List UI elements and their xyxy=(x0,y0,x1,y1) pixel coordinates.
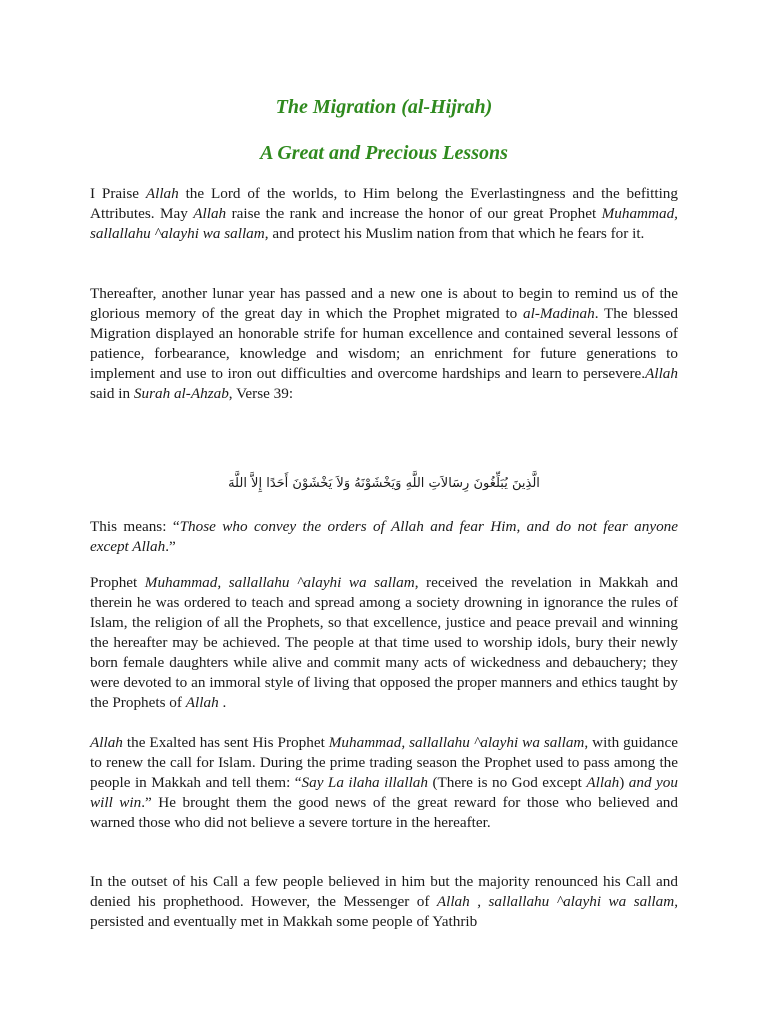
italic-run: Allah xyxy=(586,774,620,791)
paragraph-verse-meaning: This means: “Those who convey the orders of Allah and fear Him, and do not fear anyone except Allah.” xyxy=(90,518,678,555)
italic-run: Allah xyxy=(436,893,470,910)
paragraph-migration: Thereafter, another lunar year has passed and a new one is about to begin to remind us of the glorious memory of the great day in which the Prophet migrated to al-Madinah. The blessed Migration displayed an honorable strife for human excellence and contained several lessons of patience, forbearance, knowledge and wisdom; an enrichment for future generations to implement and use to iron out difficulties and overcome hardships and learn to persevere.Allah said in Surah al-Ahzab, Verse 39: xyxy=(90,285,678,402)
italic-run: Allah xyxy=(645,365,678,382)
paragraph-outset-of-call: In the outset of his Call a few people believed in him but the majority renounced his Call and denied his prophethood. However, the Messenger of Allah , sallallahu ^alayhi wa sallam, persisted and eventually met in Makkah some people of Yathrib xyxy=(90,873,678,930)
arabic-verse: الَّذِينَ يُبَلِّغُونَ رِسَالاَتِ اللَّهِ وَيَخْشَوْنَهُ وَلاَ يَخْشَوْنَ أَحَدًا إِلاَّ اللَّهَ xyxy=(228,476,540,491)
italic-run: Say La ilaha illallah xyxy=(301,774,428,791)
italic-run: Muhammad, sallallahu ^alayhi wa sallam xyxy=(90,205,678,242)
italic-run: Those who convey the orders of Allah and fear Him, and do not fear anyone except Allah xyxy=(90,518,678,555)
italic-run: and you will win xyxy=(90,774,678,811)
italic-run: Allah xyxy=(90,734,123,751)
paragraph-call-to-islam: Allah the Exalted has sent His Prophet Muhammad, sallallahu ^alayhi wa sallam, with guidance to renew the call for Islam. During the prime trading season the Prophet used to pass among the people in Makkah and tell them: “Say La ilaha illallah (There is no God except Allah) and you will win.” He brought them the good news of the great reward for those who believed and warned those who did not believe a severe torture in the hereafter. xyxy=(90,734,678,831)
italic-run: Allah xyxy=(185,694,219,711)
italic-run: Allah xyxy=(145,185,179,202)
italic-run: Muhammad, sallallahu ^alayhi wa sallam xyxy=(328,734,585,751)
italic-run: Surah al-Ahzab xyxy=(133,385,229,402)
paragraph-revelation: Prophet Muhammad, sallallahu ^alayhi wa sallam, received the revelation in Makkah and therein he was ordered to teach and spread among a society drowning in ignorance the rules of Islam, the religion of all the Prophets, so that excellence, justice and peace prevail and winning the hereafter may be achieved. The people at that time used to worship idols, bury their newly born female daughters while alive and commit many acts of wickedness and debauchery; they were devoted to an immoral style of living that opposed the proper manners and ethics taught by the Prophets of Allah . xyxy=(90,574,678,711)
italic-run: Muhammad, sallallahu ^alayhi wa sallam xyxy=(144,574,415,591)
paragraph-intro: I Praise Allah the Lord of the worlds, to Him belong the Everlastingness and the befitting Attributes. May Allah raise the rank and increase the honor of our great Prophet Muhammad, sallallahu ^alayhi wa sallam, and protect his Muslim nation from that which he fears for it. xyxy=(90,185,678,242)
italic-run: Allah xyxy=(193,205,227,222)
document-title: The Migration (al-Hijrah) xyxy=(275,96,493,118)
italic-run: al-Madinah xyxy=(523,305,595,322)
italic-run: sallallahu ^alayhi wa sallam xyxy=(488,893,675,910)
document-subtitle: A Great and Precious Lessons xyxy=(260,142,508,164)
